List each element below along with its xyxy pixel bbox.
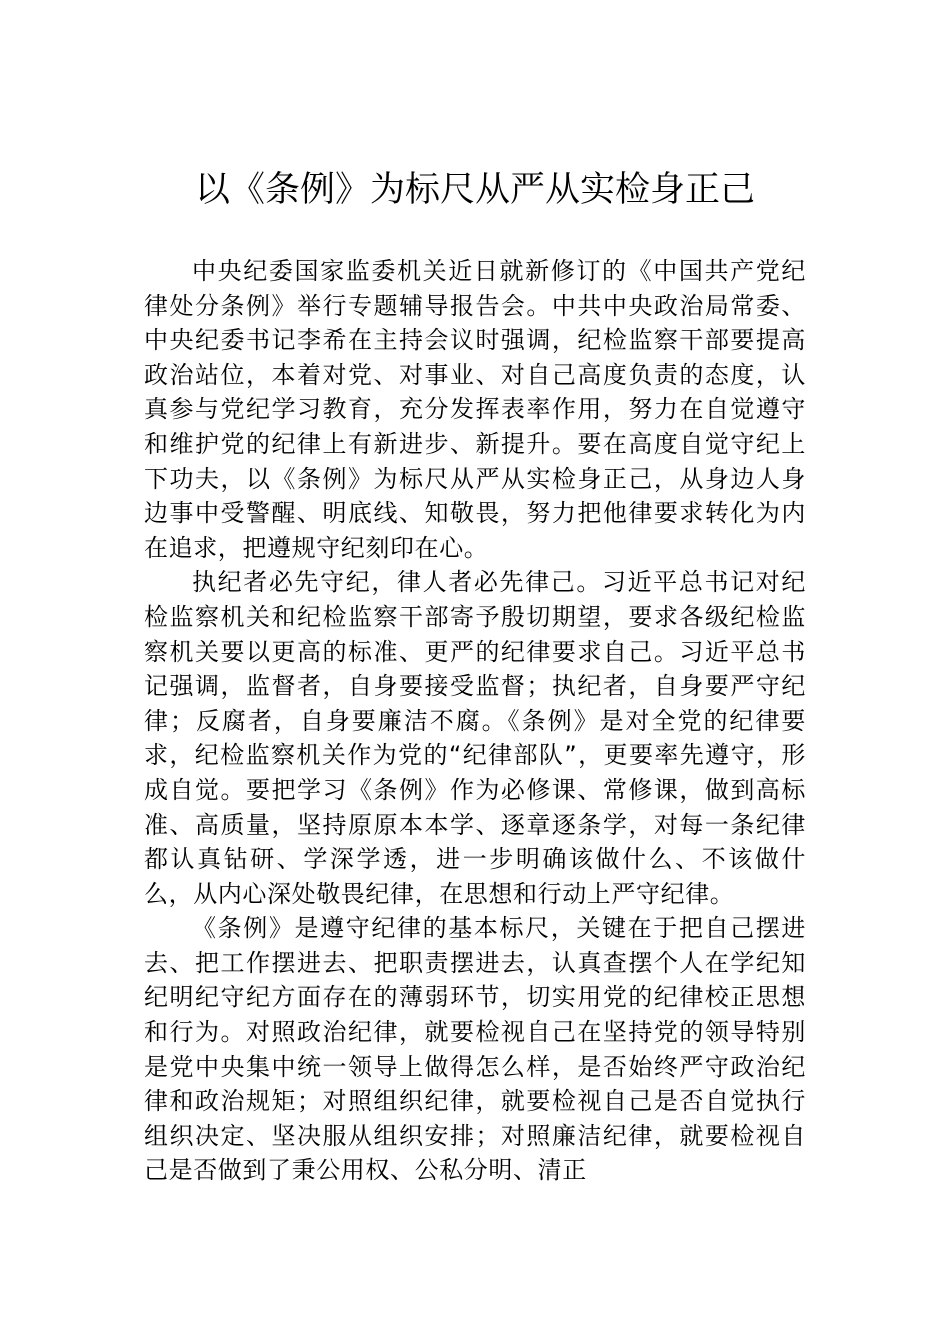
paragraph-1: 中央纪委国家监委机关近日就新修订的《中国共产党纪律处分条例》举行专题辅导报告会。中共中央政治局常委、中央纪委书记李希在主持会议时强调，纪检监察干部要提高政治站位，本着对党、对事业、对自己高度负责的态度，认真参与党纪学习教育，充分发挥表率作用，努力在自觉遵守和维护党的纪律上有新进步、新提升。要在高度自觉守纪上下功夫，以《条例》为标尺从严从实检身正己，从身边人身边事中受警醒、明底线、知敬畏，努力把他律要求转化为内在追求，把遵规守纪刻印在心。 (144, 257, 806, 562)
document-title: 以《条例》为标尺从严从实检身正己 (194, 170, 755, 210)
paragraph-3: 《条例》是遵守纪律的基本标尺，关键在于把自己摆进去、把工作摆进去、把职责摆进去，认真查摆个人在学纪知纪明纪守纪方面存在的薄弱环节，切实用党的纪律校正思想和行为。对照政治纪律，就要检视自己在坚持党的领导特别是党中央集中统一领导上做得怎么样，是否始终严守政治纪律和政治规矩；对照组织纪律，就要检视自己是否自觉执行组织决定、坚决服从组织安排；对照廉洁纪律，就要检视自己是否做到了秉公用权、公私分明、清正 (144, 914, 806, 1185)
paragraph-2: 执纪者必先守纪，律人者必先律己。习近平总书记对纪检监察机关和纪检监察干部寄予殷切期望，要求各级纪检监察机关要以更高的标准、更严的纪律要求自己。习近平总书记强调，监督者，自身要接受监督；执纪者，自身要严守纪律；反腐者，自身要廉洁不腐。《条例》是对全党的纪律要求，纪检监察机关作为党的“纪律部队”，更要率先遵守，形成自觉。要把学习《条例》作为必修课、常修课，做到高标准、高质量，坚持原原本本学、逐章逐条学，对每一条纪律都认真钻研、学深学透，进一步明确该做什么、不该做什么，从内心深处敬畏纪律，在思想和行动上严守纪律。 (144, 568, 806, 908)
document-body (144, 254, 806, 1188)
